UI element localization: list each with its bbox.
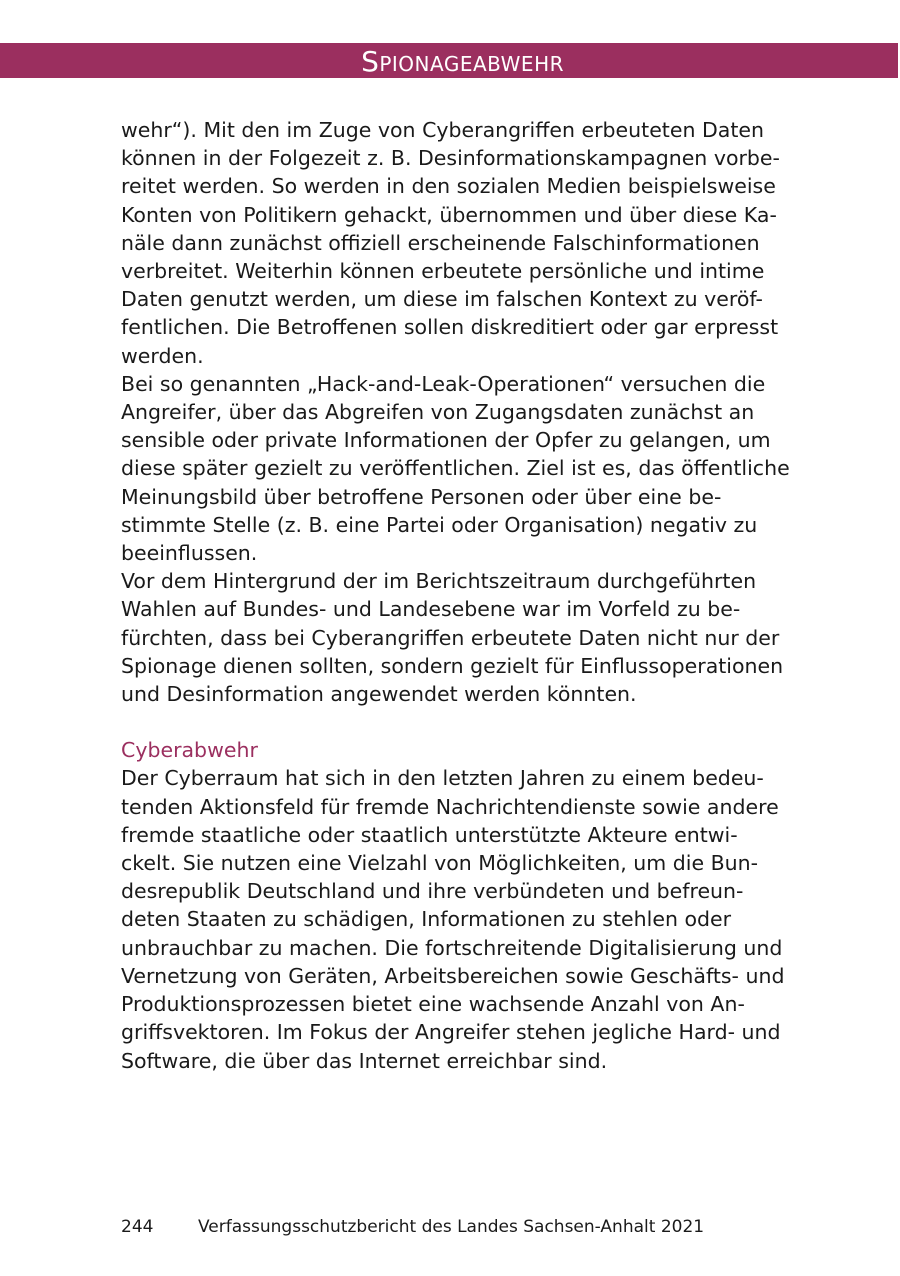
text-line: griffsvektoren. Im Fokus der Angreifer stehen jegliche Hard- und <box>121 1020 781 1045</box>
section-header-bar <box>0 43 898 78</box>
text-line: Angreifer, über das Abgreifen von Zugangsdaten zunächst an <box>121 400 755 425</box>
text-line: Produktionsprozessen bietet eine wachsende Anzahl von An- <box>121 992 745 1017</box>
text-line: stimmte Stelle (z. B. eine Partei oder Organisation) negativ zu <box>121 512 758 537</box>
text-line: fremde staatliche oder staatlich unterstützte Akteure entwi- <box>121 822 738 847</box>
text-line: Software, die über das Internet erreichbar sind. <box>121 1048 608 1073</box>
text-line: Wahlen auf Bundes- und Landesebene war im Vorfeld zu be- <box>121 597 741 622</box>
text-line: fentlichen. Die Betroffenen sollen diskreditiert oder gar erpresst <box>121 315 779 340</box>
section-heading: Cyberabwehr <box>121 738 258 763</box>
text-line: können in der Folgezeit z. B. Desinformationskampagnen vorbe- <box>121 146 780 171</box>
paragraph-hack-and-leak <box>121 370 791 567</box>
text-line: Vor dem Hintergrund der im Berichtszeitraum durchgeführten <box>121 569 757 594</box>
section-title: Spionageabwehr <box>361 45 564 78</box>
text-line: Bei so genannten „Hack-and-Leak-Operationen“ versuchen die <box>121 371 766 396</box>
text-line: und Desinformation angewendet werden könnten. <box>121 682 637 707</box>
page-footer <box>121 1215 704 1239</box>
text-line: reitet werden. So werden in den sozialen Medien beispielsweise <box>121 174 776 199</box>
page-body <box>121 116 791 1075</box>
text-line: Daten genutzt werden, um diese im falschen Kontext zu veröf- <box>121 287 763 312</box>
text-line: werden. <box>121 343 204 368</box>
text-line: Konten von Politikern gehackt, übernommen und über diese Ka- <box>121 202 777 227</box>
text-line: sensible oder private Informationen der Opfer zu gelangen, um <box>121 428 771 453</box>
paragraph-elections <box>121 567 791 708</box>
text-line: unbrauchbar zu machen. Die fortschreitende Digitalisierung und <box>121 935 783 960</box>
text-line: ckelt. Sie nutzen eine Vielzahl von Möglichkeiten, um die Bun- <box>121 851 759 876</box>
paragraph-continuation <box>121 116 791 370</box>
text-line: desrepublik Deutschland und ihre verbündeten und befreun- <box>121 879 744 904</box>
text-line: deten Staaten zu schädigen, Informationen zu stehlen oder <box>121 907 732 932</box>
text-line: Vernetzung von Geräten, Arbeitsbereichen sowie Geschäfts- und <box>121 963 785 988</box>
text-line: beeinflussen. <box>121 541 258 566</box>
text-line: tenden Aktionsfeld für fremde Nachrichtendienste sowie andere <box>121 794 779 819</box>
text-line: näle dann zunächst offiziell erscheinende Falschinformationen <box>121 230 760 255</box>
page-number: 244 <box>121 1217 154 1237</box>
text-line: fürchten, dass bei Cyberangriffen erbeutete Daten nicht nur der <box>121 625 780 650</box>
text-line: diese später gezielt zu veröffentlichen. Ziel ist es, das öffentliche <box>121 456 790 481</box>
text-line: Spionage dienen sollten, sondern gezielt für Einflussoperationen <box>121 653 784 678</box>
text-line: wehr“). Mit den im Zuge von Cyberangriffen erbeuteten Daten <box>121 118 764 142</box>
text-line: Meinungsbild über betroffene Personen oder über eine be- <box>121 484 722 509</box>
paragraph-cyberabwehr <box>121 764 791 1074</box>
text-line: verbreitet. Weiterhin können erbeutete persönliche und intime <box>121 259 765 284</box>
publication-title: Verfassungsschutzbericht des Landes Sachsen-Anhalt 2021 <box>198 1217 705 1237</box>
text-line: Der Cyberraum hat sich in den letzten Jahren zu einem bedeu- <box>121 766 764 791</box>
